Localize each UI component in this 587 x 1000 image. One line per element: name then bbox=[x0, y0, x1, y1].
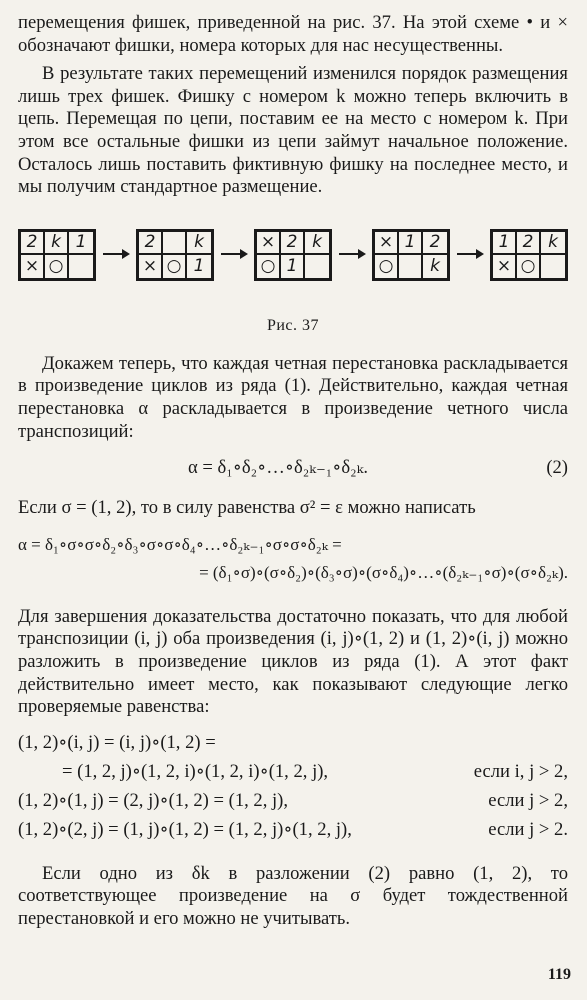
paragraph-2: В результате таких перемещений изменился порядок размещения лишь трех фишек. Фишку с номером k можно теперь включить в цепь. Перемещая по цепи, поставим ее на место с номером k. При этом все остальные фишки из цепи займут начальное положение. Осталось лишь поставить фиктивную фишку на последнее место, и мы получим стандартное размещение. bbox=[18, 63, 568, 198]
figure-grid-4 bbox=[372, 229, 450, 281]
grid-cell: k bbox=[305, 232, 329, 255]
equation-2 bbox=[18, 457, 568, 483]
grid-cell: 2 bbox=[517, 232, 541, 255]
grid-cell: 2 bbox=[139, 232, 163, 255]
figure-grid-5 bbox=[490, 229, 568, 281]
identity-cond: если j > 2. bbox=[488, 818, 568, 840]
identity-eq: = (1, 2, j)∘(1, 2, i)∘(1, 2, i)∘(1, 2, j), bbox=[62, 760, 329, 782]
grid-cell: 1 bbox=[493, 232, 517, 255]
arrow-right-icon bbox=[102, 246, 130, 262]
identity-eq: (1, 2)∘(1, j) = (2, j)∘(1, 2) = (1, 2, j), bbox=[18, 789, 289, 811]
figure-caption: Рис. 37 bbox=[266, 316, 320, 334]
figure-grid-3 bbox=[254, 229, 332, 281]
grid-cell: 1 bbox=[399, 232, 423, 255]
grid-cell: k bbox=[430, 256, 440, 277]
grid-cell: × bbox=[21, 255, 45, 278]
arrow-right-icon bbox=[456, 246, 484, 262]
grid-cell: k bbox=[541, 232, 565, 255]
grid-cell: 1 bbox=[69, 232, 93, 255]
paragraph-1: перемещения фишек, приведенной на рис. 37. На этой схеме • и × обозначают фишки, номера которых для нас несущественны. bbox=[18, 12, 568, 56]
expansion-line-1: α = δ₁∘σ∘σ∘δ₂∘δ₃∘σ∘σ∘δ₄∘…∘δ₂ₖ₋₁∘σ∘σ∘δ₂ₖ = bbox=[18, 534, 342, 554]
grid-cell: × bbox=[375, 232, 399, 255]
identity-cond: если j > 2, bbox=[488, 789, 568, 811]
paragraph-6: Если одно из δk в разложении (2) равно (1, 2), то соответствующее произведение на σ будет тождественной перестановкой и его можно не учитывать. bbox=[18, 862, 568, 929]
grid-cell: × bbox=[493, 255, 517, 278]
equation-number: (2) bbox=[546, 457, 568, 479]
paragraph-5: Для завершения доказательства достаточно показать, что для любой транспозиции (i, j) оба произведения (i, j)∘(1, 2) и (1, 2)∘(i, j) можно разложить в произведение циклов из ряда (1). А этот факт действительно имеет место, как показывают следующие легко проверяемые равенства: bbox=[18, 605, 568, 718]
grid-cell: ○ bbox=[257, 255, 281, 278]
grid-cell: ○ bbox=[163, 255, 187, 278]
grid-cell: 1 bbox=[193, 256, 205, 277]
grid-cell bbox=[399, 255, 423, 278]
paragraph-4: Если σ = (1, 2), то в силу равенства σ² = ε можно написать bbox=[18, 497, 476, 519]
grid-cell: × bbox=[257, 232, 281, 255]
identity-cond: если i, j > 2, bbox=[473, 760, 568, 782]
grid-cell: k bbox=[45, 232, 69, 255]
grid-cell: 2 bbox=[281, 232, 305, 255]
arrow-right-icon bbox=[338, 246, 366, 262]
grid-cell: 1 bbox=[281, 255, 305, 278]
grid-cell bbox=[541, 255, 565, 278]
grid-cell: ○ bbox=[45, 255, 69, 278]
grid-cell: ○ bbox=[375, 255, 399, 278]
identity-row-4 bbox=[18, 818, 568, 847]
arrow-right-icon bbox=[220, 246, 248, 262]
grid-cell: k bbox=[187, 232, 211, 255]
paragraph-3: Докажем теперь, что каждая четная перестановка раскладывается в произведение циклов из ряда (1). Действительно, каждая четная перестановка α раскладывается в произведение четного числа транспозиций: bbox=[18, 352, 568, 442]
identity-row-3 bbox=[18, 789, 568, 818]
grid-cell: × bbox=[139, 255, 163, 278]
identity-row-2 bbox=[18, 760, 568, 789]
page-number: 119 bbox=[547, 966, 571, 983]
figure-37 bbox=[18, 229, 568, 287]
identity-row-1 bbox=[18, 731, 568, 760]
identities-block bbox=[18, 731, 568, 847]
identity-eq: (1, 2)∘(i, j) = (i, j)∘(1, 2) = bbox=[18, 731, 216, 753]
grid-cell bbox=[163, 232, 187, 255]
expansion-line-2: = (δ₁∘σ)∘(σ∘δ₂)∘(δ₃∘σ)∘(σ∘δ₄)∘…∘(δ₂ₖ₋₁∘σ)∘(σ∘δ₂ₖ). bbox=[199, 562, 568, 582]
figure-grid-1 bbox=[18, 229, 96, 281]
page-body bbox=[18, 12, 568, 930]
equation-2-body: α = δ₁∘δ₂∘…∘δ₂ₖ₋₁∘δ₂ₖ. bbox=[188, 457, 369, 479]
identity-eq: (1, 2)∘(2, j) = (1, j)∘(1, 2) = (1, 2, j)∘(1, 2, j), bbox=[18, 818, 352, 840]
grid-cell: 2 bbox=[21, 232, 45, 255]
grid-cell bbox=[69, 255, 93, 278]
grid-cell: ○ bbox=[517, 255, 541, 278]
grid-cell bbox=[305, 255, 329, 278]
figure-grid-2 bbox=[136, 229, 214, 281]
grid-cell: 2 bbox=[423, 232, 447, 255]
